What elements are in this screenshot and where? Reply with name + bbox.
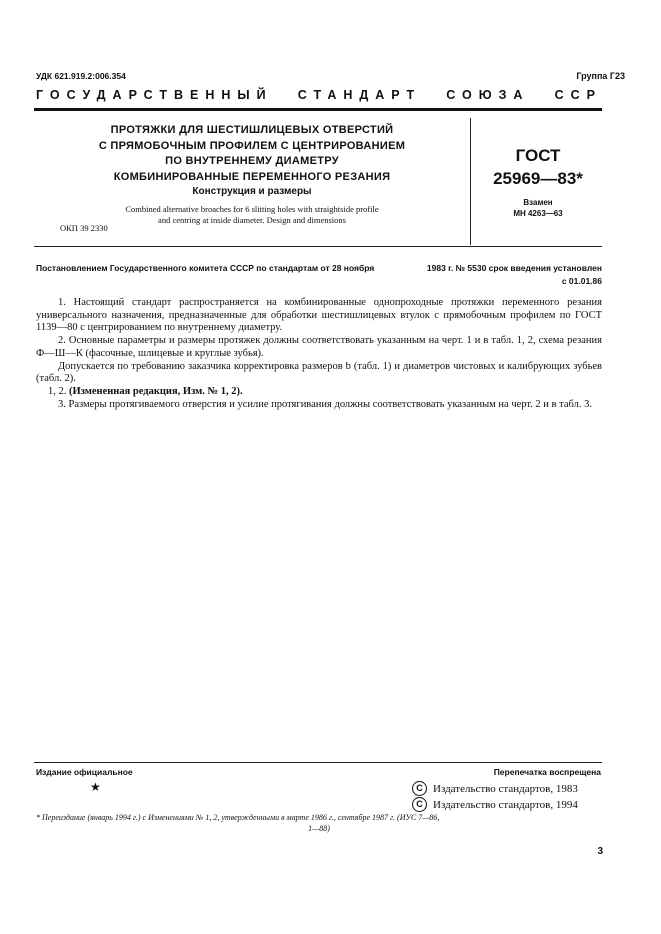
amendment-prefix: 1, 2. bbox=[48, 385, 67, 397]
standard-heading bbox=[36, 88, 602, 102]
group-code: Группа Г23 bbox=[576, 71, 625, 81]
paragraph: 3. Размеры протягиваемого отверстия и усилие протягивания должны соответствовать указанным на черт. 2 и в табл. 3. bbox=[58, 398, 592, 410]
okp-code: ОКП 39 2330 bbox=[60, 223, 108, 233]
decree-block bbox=[36, 262, 602, 288]
document-body bbox=[36, 297, 602, 411]
decree-text-right: 1983 г. № 5530 срок введения установлен bbox=[426, 263, 602, 273]
reprint-line: 1—88) bbox=[308, 824, 330, 833]
copyright-text: Издательство стандартов, 1994 bbox=[433, 798, 578, 811]
standard-word: СОЮЗА bbox=[446, 88, 530, 102]
decree-text-left: Постановлением Государственного комитета СССР по стандартам от 28 ноября bbox=[36, 263, 375, 273]
document-title bbox=[36, 123, 468, 185]
paragraph: Допускается по требованию заказчика корректировка размеров b (табл. 1) и диаметров чистовых и калибрующих зубьев (табл. 2). bbox=[36, 360, 602, 385]
amendment-note bbox=[36, 386, 602, 399]
gost-block bbox=[472, 144, 604, 190]
standard-word: ГОСУДАРСТВЕННЫЙ bbox=[36, 88, 273, 102]
copyright-icon: C bbox=[412, 797, 427, 812]
reprint-line: * Переиздание (январь 1994 г.) с Изменениями № 1, 2, утвержденными в марте 1986 г., сентябре 1987 г. (ИУС 7—86, bbox=[36, 813, 440, 822]
official-edition: Издание официальное bbox=[36, 767, 133, 777]
gost-label: ГОСТ bbox=[515, 146, 561, 165]
title-line: ПРОТЯЖКИ ДЛЯ ШЕСТИШЛИЦЕВЫХ ОТВЕРСТИЙ bbox=[110, 124, 394, 136]
gost-number: 25969—83* bbox=[493, 169, 583, 188]
amendment-text: (Измененная редакция, Изм. № 1, 2). bbox=[69, 385, 243, 397]
paragraph: 2. Основные параметры и размеры протяжек должны соответствовать указанным на черт. 1 и в табл. 1, 2, схема резания Ф—Ш—К (фасочные, шлицевые и круглые зубья). bbox=[36, 335, 602, 359]
no-reprint-notice: Перепечатка воспрещена bbox=[493, 767, 601, 777]
standard-word: СТАНДАРТ bbox=[297, 88, 422, 102]
decree-date: с 01.01.86 bbox=[561, 276, 602, 286]
title-rule bbox=[34, 246, 602, 247]
english-title-line: Combined alternative broaches for 6 slitting holes with straightside profile bbox=[125, 204, 379, 214]
title-divider bbox=[470, 118, 471, 245]
copyright-1983 bbox=[412, 781, 578, 796]
copyright-icon: C bbox=[412, 781, 427, 796]
replaces-label: Взамен bbox=[523, 198, 553, 207]
copyright-1994 bbox=[412, 797, 578, 812]
english-title-line: and centring at inside diameter. Design and dimensions bbox=[158, 214, 346, 225]
footer-rule bbox=[34, 762, 602, 763]
paragraph: 1. Настоящий стандарт распространяется на комбинированные однопроходные протяжки переменного резания универсального назначения, предназначенные для обработки шестишлицевых втулок с прямобочным профилем по ГОСТ 1139—80 с центрированием по внутреннему диаметру. bbox=[36, 297, 602, 334]
title-line: С ПРЯМОБОЧНЫМ ПРОФИЛЕМ С ЦЕНТРИРОВАНИЕМ bbox=[98, 139, 406, 152]
replaces-value: МН 4263—63 bbox=[513, 209, 563, 218]
title-line: КОМБИНИРОВАННЫЕ ПЕРЕМЕННОГО РЕЗАНИЯ bbox=[113, 170, 391, 183]
copyright-text: Издательство стандартов, 1983 bbox=[433, 782, 578, 795]
udk-code: УДК 621.919.2:006.354 bbox=[36, 71, 126, 81]
standard-word: ССР bbox=[554, 88, 602, 102]
title-line: ПО ВНУТРЕННЕМУ ДИАМЕТРУ bbox=[165, 155, 339, 167]
english-title bbox=[36, 204, 468, 225]
replaces-block bbox=[472, 197, 604, 219]
star-icon: ★ bbox=[90, 780, 101, 794]
page-number: 3 bbox=[597, 846, 603, 857]
reprint-note bbox=[36, 812, 602, 834]
header-rule bbox=[34, 108, 602, 111]
document-subtitle: Конструкция и размеры bbox=[192, 186, 312, 197]
